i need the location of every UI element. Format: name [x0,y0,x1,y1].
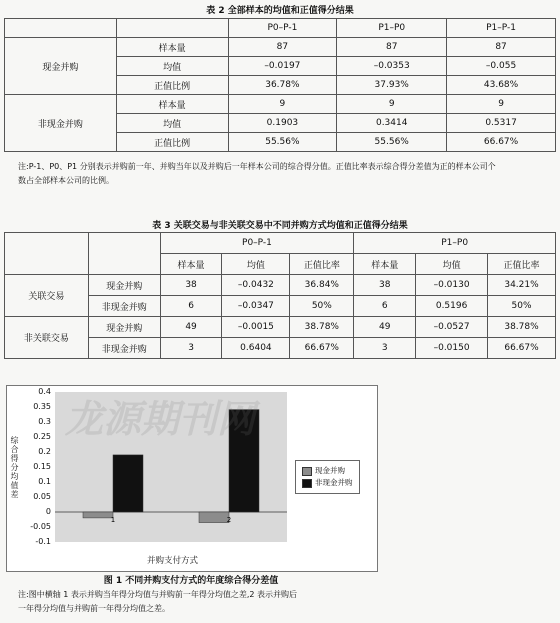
table3-cell: 66.67% [290,338,354,359]
table3-cell: 38.78% [488,317,556,338]
table3-cell: –0.0432 [222,275,290,296]
legend-item-noncash [302,477,353,489]
legend-label-cash: 现金并购 [315,466,345,475]
figure1-note-line1: 注:图中横轴 1 表示并购当年得分均值与并购前一年得分均值之差,2 表示并购后 [18,590,298,599]
table2-group-label: 非现金并购 [5,95,117,152]
table2-cell: –0.0197 [228,57,337,76]
table2-group-label: 现金并购 [5,38,117,95]
table2-cell: –0.055 [447,57,556,76]
table2-header-empty [5,19,117,38]
table-row [5,275,556,296]
y-axis-label: 综合得分均值差 [10,436,19,499]
table2-header-empty [116,19,228,38]
table3-cell: 3 [160,338,222,359]
table3-cell: 36.84% [290,275,354,296]
table2-col-header: P1–P-1 [447,19,556,38]
table2-cell: 0.5317 [447,114,556,133]
table3-cell: –0.0015 [222,317,290,338]
table3-col-header: 正值比率 [290,254,354,275]
table3-col-header: 样本量 [160,254,222,275]
table2 [4,18,556,152]
table3-caption: 表 3 关联交易与非关联交易中不同并购方式均值和正值得分结果 [152,221,408,231]
table3-cell: 0.6404 [222,338,290,359]
figure1-note [18,588,378,616]
watermark: 龙源期刊网 [65,397,256,441]
table-row [5,95,556,114]
table2-cell: 9 [447,95,556,114]
table3-row-label: 现金并购 [88,317,160,338]
table3-col-header: 均值 [222,254,290,275]
table3-col-header: 正值比率 [488,254,556,275]
table3 [4,232,556,359]
table2-cell: 36.78% [228,76,337,95]
table2-row-label: 正值比例 [116,76,228,95]
table2-cell: 55.56% [228,133,337,152]
table3-header-row [5,233,556,254]
table2-col-header: P1–P0 [337,19,447,38]
y-tick-label: 0 [45,507,51,516]
y-tick-label: 0.15 [33,462,51,471]
table2-note-line1: 注:P-1、P0、P1 分别表示并购前一年、并购当年以及并购后一年样本公司的综合得分值。正值比率表示综合得分差值为正的样本公司个 [18,162,496,171]
table3-col-header: 均值 [416,254,488,275]
table3-header-empty [88,233,160,275]
table3-cell: 49 [354,317,416,338]
table2-row-label: 正值比例 [116,133,228,152]
legend [295,460,360,494]
table3-cell: 38 [354,275,416,296]
table2-col-header: P0–P-1 [228,19,337,38]
y-tick-label: -0.1 [35,537,51,546]
table2-cell: 9 [228,95,337,114]
table3-row-label: 非现金并购 [88,338,160,359]
table2-cell: 87 [337,38,447,57]
table3-cell: –0.0130 [416,275,488,296]
table2-note-line2: 数占全部样本公司的比例。 [18,176,114,185]
table3-group-label: 非关联交易 [5,317,89,359]
table2-row-label: 样本量 [116,95,228,114]
table3-cell: 6 [160,296,222,317]
table3-cell: 0.5196 [416,296,488,317]
y-tick-label: 0.1 [38,477,51,486]
y-tick-label: 0.3 [38,417,51,426]
table3-cell: 50% [488,296,556,317]
x-axis-label: 并购支付方式 [147,556,199,566]
table3-cell: 66.67% [488,338,556,359]
table2-cell: 87 [228,38,337,57]
table-row [5,317,556,338]
legend-swatch-noncash [302,479,312,488]
legend-swatch-cash [302,467,312,476]
table3-cell: 50% [290,296,354,317]
legend-item-cash [302,465,353,477]
table3-row-label: 非现金并购 [88,296,160,317]
x-tick-label: 2 [226,516,232,524]
table3-header-empty [5,233,89,275]
table3-group-header: P1–P0 [354,233,556,254]
table2-row-label: 样本量 [116,38,228,57]
table2-cell: 37.93% [337,76,447,95]
table3-cell: –0.0347 [222,296,290,317]
table-row [5,38,556,57]
table2-row-label: 均值 [116,57,228,76]
y-tick-label: 0.2 [38,447,51,456]
figure1-frame [6,385,378,572]
y-tick-label: 0.4 [38,387,51,396]
y-tick-label: -0.05 [30,522,51,531]
table3-cell: 3 [354,338,416,359]
y-tick-label: 0.25 [33,432,51,441]
table3-col-header: 样本量 [354,254,416,275]
table2-cell: 66.67% [447,133,556,152]
table3-cell: –0.0150 [416,338,488,359]
table3-cell: 34.21% [488,275,556,296]
table2-cell: –0.0353 [337,57,447,76]
table3-group-header: P0–P-1 [160,233,354,254]
y-tick-label: 0.35 [33,402,51,411]
table3-row-label: 现金并购 [88,275,160,296]
y-tick-label: 0.05 [33,492,51,501]
table2-note [18,160,558,188]
table3-cell: 6 [354,296,416,317]
bar-noncash-1 [113,455,143,512]
table2-cell: 55.56% [337,133,447,152]
figure1-note-line2: 一年得分均值与并购前一年得分均值之差。 [18,604,170,613]
table2-cell: 0.1903 [228,114,337,133]
table3-cell: 38 [160,275,222,296]
table3-cell: 49 [160,317,222,338]
bar-cash-1 [83,512,113,518]
table3-cell: 38.78% [290,317,354,338]
table3-group-label: 关联交易 [5,275,89,317]
bar-cash-2 [199,512,232,524]
table2-cell: 0.3414 [337,114,447,133]
table2-cell: 87 [447,38,556,57]
table2-cell: 43.68% [447,76,556,95]
table2-caption: 表 2 全部样本的均值和正值得分结果 [206,6,354,16]
table2-cell: 9 [337,95,447,114]
legend-label-noncash: 非现金并购 [315,478,353,487]
table2-header-row [5,19,556,38]
table3-cell: –0.0527 [416,317,488,338]
table2-row-label: 均值 [116,114,228,133]
x-tick-label: 1 [110,516,116,524]
figure1-caption: 图 1 不同并购支付方式的年度综合得分差值 [103,576,279,586]
